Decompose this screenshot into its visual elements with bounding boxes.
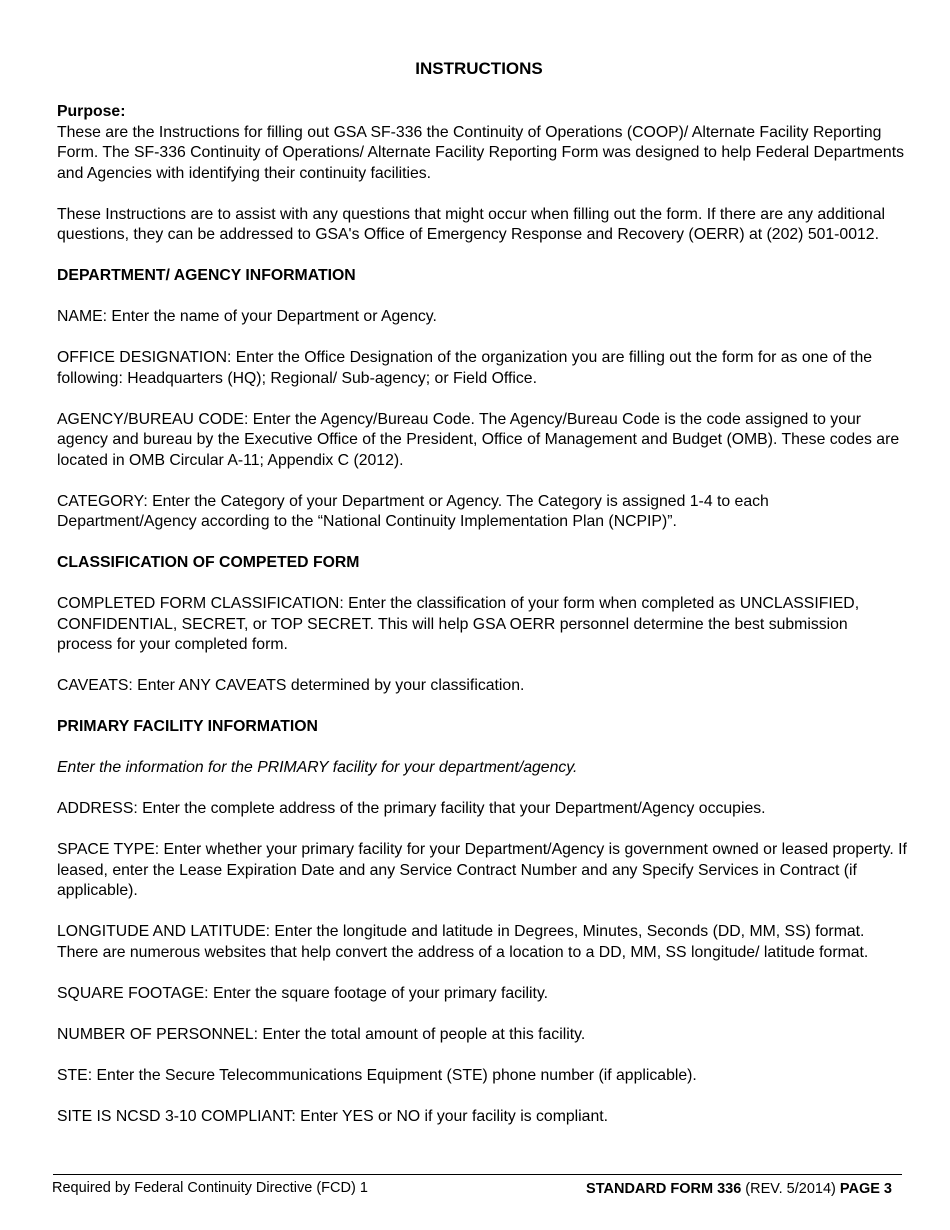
instruction-number-of-personnel: NUMBER OF PERSONNEL: Enter the total amount of people at this facility.	[57, 1025, 586, 1043]
instruction-longitude-latitude: LONGITUDE AND LATITUDE: Enter the longitude and latitude in Degrees, Minutes, Seconds (DD, MM, SS) format. There are numerous websites that help convert the address of a location to a DD, MM, SS longitude/ latitude format.	[57, 923, 869, 961]
purpose-paragraph-1: These are the Instructions for filling out GSA SF-336 the Continuity of Operations (COOP)/ Alternate Facility Reporting Form. The SF-336 Continuity of Operations/ Alternate Facility Reporting Form was designed to help Federal Departments and Agencies with identifying their continuity facilities.	[57, 123, 904, 182]
instruction-category: CATEGORY: Enter the Category of your Department or Agency. The Category is assigned 1-4 to each Department/Agency according to the “National Continuity Implementation Plan (NCPIP)”.	[57, 492, 769, 530]
footer-revision: (REV. 5/2014)	[745, 1181, 836, 1197]
instruction-ncsd-compliant: SITE IS NCSD 3-10 COMPLIANT: Enter YES or NO if your facility is compliant.	[57, 1107, 609, 1125]
instruction-space-type: SPACE TYPE: Enter whether your primary facility for your Department/Agency is government owned or leased property. If leased, enter the Lease Expiration Date and any Service Contract Number and any Specify Services in Contract (if applicable).	[57, 841, 907, 899]
section-heading-classification: CLASSIFICATION OF COMPETED FORM	[57, 554, 360, 571]
footer-directive-note: Required by Federal Continuity Directive (FCD) 1	[52, 1180, 368, 1196]
instruction-agency-bureau-code: AGENCY/BUREAU CODE: Enter the Agency/Bureau Code. The Agency/Bureau Code is the code assigned to your agency and bureau by the Executive Office of the President, Office of Management and Budget (OMB). These codes are located in OMB Circular A-11; Appendix C (2012).	[57, 410, 900, 469]
instructions-body	[57, 102, 907, 1148]
instruction-caveats: CAVEATS: Enter ANY CAVEATS determined by your classification.	[57, 677, 525, 694]
primary-facility-intro: Enter the information for the PRIMARY facility for your department/agency.	[57, 759, 578, 776]
purpose-paragraph-2: These Instructions are to assist with any questions that might occur when filling out the form. If there are any additional questions, they can be addressed to GSA's Office of Emergency Response and Recovery (OERR) at (202) 501-0012.	[57, 205, 886, 243]
purpose-heading: Purpose:	[57, 103, 126, 120]
instruction-square-footage: SQUARE FOOTAGE: Enter the square footage of your primary facility.	[57, 984, 549, 1002]
section-heading-primary-facility: PRIMARY FACILITY INFORMATION	[57, 718, 318, 735]
footer-form-name: STANDARD FORM 336	[586, 1181, 742, 1197]
instruction-address: ADDRESS: Enter the complete address of the primary facility that your Department/Agency occupies.	[57, 800, 766, 817]
section-heading-department: DEPARTMENT/ AGENCY INFORMATION	[57, 267, 356, 284]
footer-page-number: PAGE 3	[839, 1181, 892, 1197]
instruction-ste: STE: Enter the Secure Telecommunications Equipment (STE) phone number (if applicable).	[57, 1066, 697, 1084]
footer-divider	[53, 1174, 902, 1175]
page-title: INSTRUCTIONS	[415, 59, 543, 78]
footer-form-id	[586, 1180, 892, 1198]
instruction-office-designation: OFFICE DESIGNATION: Enter the Office Designation of the organization you are filling out the form for as one of the following: Headquarters (HQ); Regional/ Sub-agency; or Field Office.	[57, 349, 873, 387]
instruction-completed-form-classification: COMPLETED FORM CLASSIFICATION: Enter the classification of your form when completed as UNCLASSIFIED, CONFIDENTIAL, SECRET, or TOP SECRET. This will help GSA OERR personnel determine the best submission process for your completed form.	[57, 595, 860, 653]
instruction-name: NAME: Enter the name of your Department or Agency.	[57, 308, 437, 325]
